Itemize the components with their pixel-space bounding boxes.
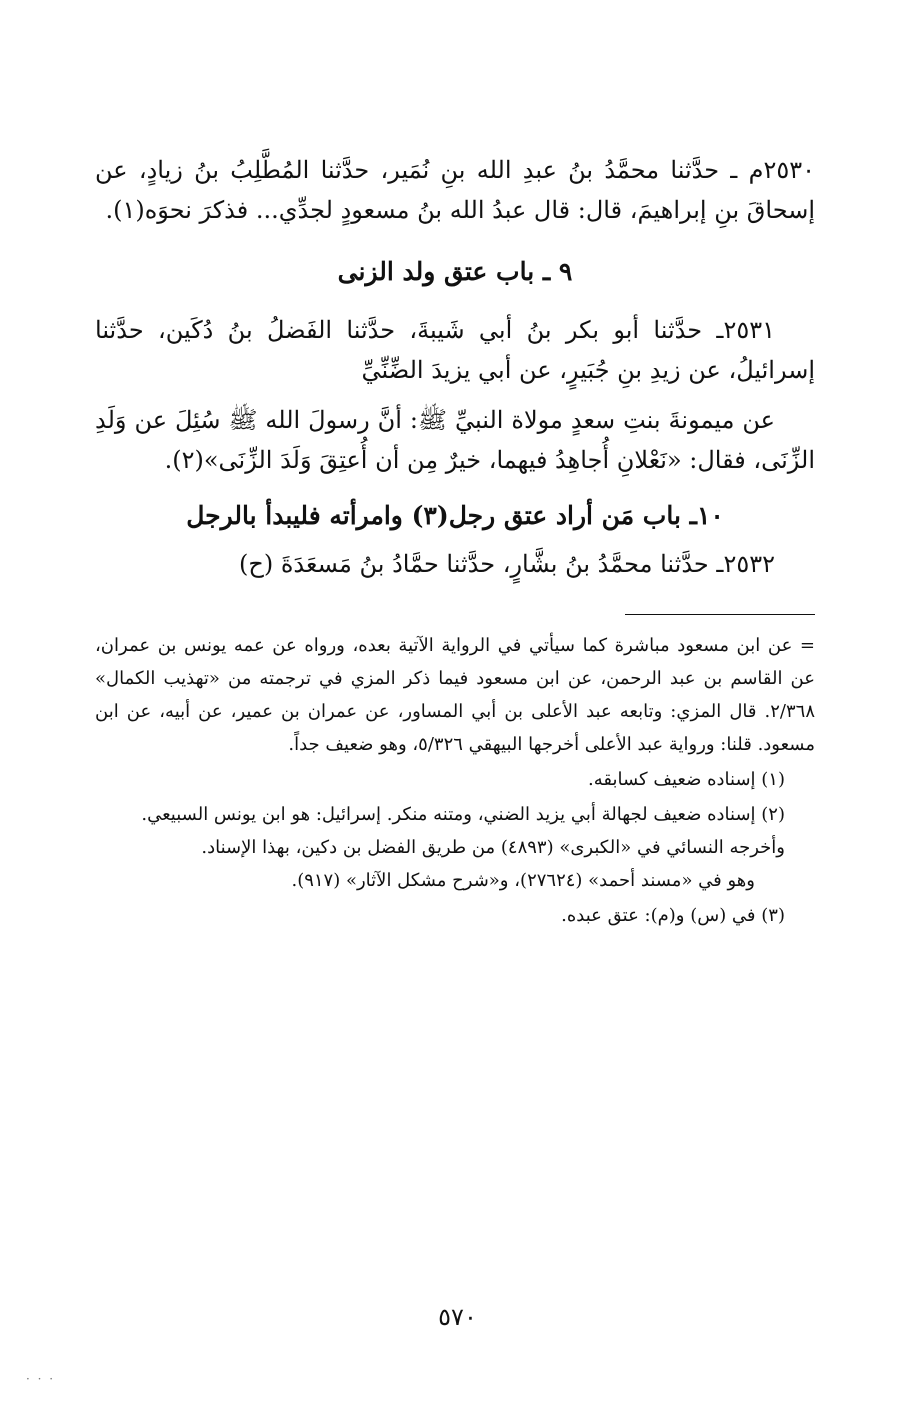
hadith-2532: ٢٥٣٢ـ حدَّثنا محمَّدُ بنُ بشَّارٍ، حدَّثنا حمَّادُ بنُ مَسعَدَةَ (ح) <box>239 550 775 578</box>
hadith-2531-matn: عن ميمونةَ بنتِ سعدٍ مولاة النبيِّ ﷺ: أنَّ رسولَ الله ﷺ سُئِلَ عن وَلَدِ الزِّنَى، فقال: «نَعْلانِ أُجاهِدُ فيهما، خيرٌ مِن أن أُعتِقَ وَلَدَ الزِّنَى»(٢). <box>95 406 815 474</box>
footnote-2: (٢) إسناده ضعيف لجهالة أبي يزيد الضني، ومتنه منكر. إسرائيل: هو ابن يونس السبيعي. <box>141 804 785 825</box>
footnote-2-reference: وهو في «مسند أحمد» (٢٧٦٢٤)، و«شرح مشكل الآثار» (٩١٧). <box>291 870 755 891</box>
chapter-heading-10: ١٠ـ باب مَن أراد عتق رجل(٣) وامرأته فليبدأ بالرجل <box>186 501 724 530</box>
scan-artifact: · · · <box>26 1372 56 1386</box>
page-number: ٥٧٠ <box>438 1303 477 1331</box>
footnotes <box>95 629 815 932</box>
footnote-2-takhrij: وأخرجه النسائي في «الكبرى» (٤٨٩٣) من طريق الفضل بن دكين، بهذا الإسناد. <box>201 837 785 858</box>
chapter-heading-9: ٩ ـ باب عتق ولد الزنى <box>337 257 573 286</box>
hadith-2531-isnad: ٢٥٣١ـ حدَّثنا أبو بكر بنُ أبي شَيبةَ، حدَّثنا الفَضلُ بنُ دُكَين، حدَّثنا إسرائيلُ، عن زيدِ بنِ جُبَيرٍ، عن أبي يزيدَ الضِّنِّيِّ <box>95 316 815 384</box>
page-body <box>95 150 815 932</box>
footnote-1: (١) إسناده ضعيف كسابقه. <box>588 769 785 790</box>
footnote-3: (٣) في (س) و(م): عتق عبده. <box>561 905 785 926</box>
main-text <box>95 150 815 584</box>
footnote-divider <box>625 614 815 615</box>
footnote-continuation: = عن ابن مسعود مباشرة كما سيأتي في الرواية الآتية بعده، ورواه عن عمه يونس بن عمران، عن القاسم بن عبد الرحمن، عن ابن مسعود فيما ذكر المزي في ترجمته من «تهذيب الكمال» ٢/٣٦٨. قال المزي: وتابعه عبد الأعلى بن أبي المساور، عن عمران بن عمير، عن أبيه، عن ابن مسعود. قلنا: ورواية عبد الأعلى أخرجها البيهقي ٥/٣٢٦، وهو ضعيف جداً. <box>95 635 815 755</box>
hadith-2530: ٢٥٣٠م ـ حدَّثنا محمَّدُ بنُ عبدِ الله بنِ نُمَير، حدَّثنا المُطَّلِبُ بنُ زيادٍ، عن إسحاقَ بنِ إبراهيمَ، قال: قال عبدُ الله بنُ مسعودٍ لجدِّي... فذكرَ نحوَه(١). <box>95 156 815 224</box>
